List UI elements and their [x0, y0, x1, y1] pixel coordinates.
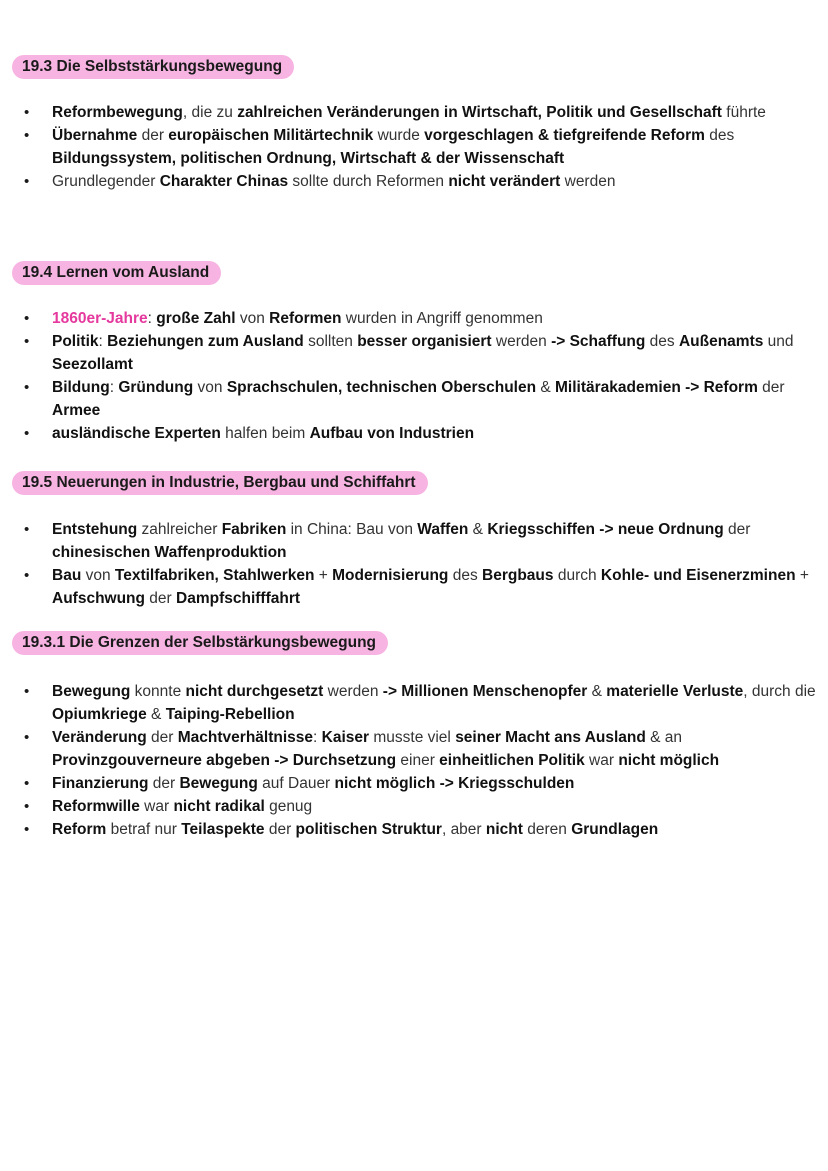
text-run: &: [468, 521, 488, 538]
text-run: der: [146, 729, 178, 746]
text-run: der: [148, 775, 180, 792]
text-run: Außenamts: [678, 333, 764, 350]
bullet-list: [24, 680, 818, 841]
list-item: [24, 818, 818, 841]
text-run: Bildungssystem, politischen Ordnung, Wirtschaft & der Wissenschaft: [52, 150, 565, 167]
text-run: Seezollamt: [52, 356, 133, 373]
text-run: Kriegsschiffen -> neue Ordnung: [487, 521, 724, 538]
text-run: Opiumkriege: [52, 706, 147, 723]
list-item: [24, 680, 818, 726]
text-run: Reform: [52, 821, 107, 838]
bullet-icon: •: [24, 310, 30, 327]
text-run: :: [147, 310, 157, 327]
text-run: sollten: [303, 333, 358, 350]
text-run: materielle Verluste: [606, 683, 744, 700]
text-run: Finanzierung: [52, 775, 149, 792]
text-run: 1860er-Jahre: [52, 310, 148, 327]
section-heading: 19.4 Lernen vom Ausland: [12, 261, 221, 285]
text-run: Dampfschifffahrt: [176, 590, 301, 607]
text-run: zahlreicher: [137, 521, 222, 538]
bullet-icon: •: [24, 729, 30, 746]
bullet-icon: •: [24, 333, 30, 350]
text-run: +: [795, 567, 809, 584]
text-run: Bildung: [52, 379, 110, 396]
text-run: Provinzgouverneure abgeben -> Durchsetzung: [52, 752, 397, 769]
text-run: einheitlichen Politik: [439, 752, 585, 769]
text-run: Textilfabriken, Stahlwerken: [114, 567, 315, 584]
text-run: durch: [553, 567, 601, 584]
text-run: Reformen: [269, 310, 342, 327]
text-run: +: [314, 567, 333, 584]
text-run: Machtverhältnisse: [177, 729, 314, 746]
text-run: werden: [323, 683, 383, 700]
text-run: sollte durch Reformen: [288, 173, 449, 190]
text-run: des: [704, 127, 735, 144]
text-run: Militärakademien -> Reform: [555, 379, 758, 396]
section-heading: 19.5 Neuerungen in Industrie, Bergbau und Schiffahrt: [12, 471, 428, 495]
text-run: des: [645, 333, 679, 350]
text-run: &: [587, 683, 607, 700]
bullet-icon: •: [24, 127, 30, 144]
text-run: von: [193, 379, 227, 396]
text-run: Bergbaus: [482, 567, 554, 584]
text-run: Teilaspekte: [181, 821, 265, 838]
text-run: :: [313, 729, 322, 746]
text-run: , durch die: [743, 683, 816, 700]
text-run: -> Schaffung: [551, 333, 646, 350]
text-run: Bewegung: [52, 683, 131, 700]
text-run: vorgeschlagen & tiefgreifende Reform: [424, 127, 705, 144]
text-run: besser organisiert: [357, 333, 492, 350]
text-run: der: [723, 521, 751, 538]
bullet-icon: •: [24, 798, 30, 815]
text-run: Aufschwung: [52, 590, 145, 607]
text-run: seiner Macht ans Ausland: [455, 729, 646, 746]
text-run: Beziehungen zum Ausland: [107, 333, 304, 350]
bullet-icon: •: [24, 425, 30, 442]
text-run: :: [98, 333, 108, 350]
text-run: Politik: [52, 333, 99, 350]
text-run: werden: [560, 173, 616, 190]
text-run: Veränderung: [52, 729, 147, 746]
text-run: & an: [645, 729, 683, 746]
list-item: [24, 124, 818, 170]
text-run: der: [145, 590, 177, 607]
text-run: war: [139, 798, 174, 815]
text-run: Bewegung: [179, 775, 258, 792]
text-run: von: [81, 567, 115, 584]
list-item: [24, 376, 818, 422]
bullet-icon: •: [24, 683, 30, 700]
text-run: &: [146, 706, 166, 723]
text-run: , aber: [441, 821, 486, 838]
text-run: Waffen: [417, 521, 469, 538]
text-run: politischen Struktur: [295, 821, 442, 838]
text-run: Reformwille: [52, 798, 140, 815]
text-run: große Zahl: [156, 310, 236, 327]
text-run: wurde: [373, 127, 425, 144]
text-run: halfen beim: [220, 425, 310, 442]
text-run: musste viel: [369, 729, 456, 746]
bullet-icon: •: [24, 821, 30, 838]
list-item: [24, 795, 818, 818]
text-run: der: [137, 127, 169, 144]
bullet-icon: •: [24, 521, 30, 538]
text-run: nicht durchgesetzt: [185, 683, 324, 700]
text-run: zahlreichen Veränderungen in Wirtschaft, Politik und Gesellschaft: [237, 104, 722, 121]
bullet-icon: •: [24, 775, 30, 792]
text-run: war: [584, 752, 619, 769]
list-item: [24, 564, 818, 610]
text-run: Grundlagen: [571, 821, 659, 838]
text-run: nicht möglich: [618, 752, 720, 769]
text-run: Aufbau von Industrien: [309, 425, 475, 442]
bullet-icon: •: [24, 104, 30, 121]
text-run: Fabriken: [221, 521, 287, 538]
text-run: :: [109, 379, 119, 396]
text-run: Kohle- und Eisenerzminen: [600, 567, 796, 584]
text-run: Modernisierung: [332, 567, 449, 584]
text-run: Reformbewegung: [52, 104, 183, 121]
text-run: europäischen Militärtechnik: [168, 127, 374, 144]
text-run: einer: [396, 752, 440, 769]
text-run: des: [448, 567, 483, 584]
text-run: ausländische Experten: [52, 425, 221, 442]
section-heading: 19.3 Die Selbststärkungsbewegung: [12, 55, 294, 79]
text-run: &: [536, 379, 556, 396]
text-run: wurden in Angriff genommen: [341, 310, 543, 327]
bullet-list: [24, 307, 818, 445]
text-run: betraf nur: [106, 821, 182, 838]
text-run: , die zu: [182, 104, 238, 121]
text-run: der: [757, 379, 785, 396]
bullet-list: [24, 101, 818, 193]
list-item: [24, 330, 818, 376]
text-run: Bau: [52, 567, 82, 584]
bullet-list: [24, 518, 818, 610]
list-item: [24, 772, 818, 795]
list-item: [24, 518, 818, 564]
text-run: führte: [721, 104, 766, 121]
text-run: nicht verändert: [448, 173, 561, 190]
text-run: konnte: [130, 683, 186, 700]
text-run: Entstehung: [52, 521, 138, 538]
text-run: Übernahme: [52, 127, 138, 144]
text-run: Armee: [52, 402, 101, 419]
text-run: nicht möglich -> Kriegsschulden: [334, 775, 575, 792]
list-item: [24, 170, 818, 193]
list-item: [24, 726, 818, 772]
bullet-icon: •: [24, 567, 30, 584]
text-run: der: [264, 821, 296, 838]
text-run: Charakter Chinas: [159, 173, 289, 190]
text-run: Kaiser: [321, 729, 370, 746]
text-run: nicht radikal: [173, 798, 265, 815]
text-run: Taiping-Rebellion: [165, 706, 295, 723]
text-run: in China: Bau von: [286, 521, 418, 538]
text-run: und: [763, 333, 794, 350]
list-item: [24, 422, 818, 445]
text-run: deren: [522, 821, 572, 838]
text-run: genug: [264, 798, 313, 815]
text-run: -> Millionen Menschenopfer: [382, 683, 588, 700]
bullet-icon: •: [24, 173, 30, 190]
text-run: auf Dauer: [257, 775, 335, 792]
text-run: chinesischen Waffenproduktion: [52, 544, 287, 561]
bullet-icon: •: [24, 379, 30, 396]
text-run: Grundlegender: [52, 173, 160, 190]
text-run: werden: [491, 333, 552, 350]
text-run: Gründung: [118, 379, 194, 396]
section-heading: 19.3.1 Die Grenzen der Selbstärkungsbewegung: [12, 631, 388, 655]
text-run: nicht: [485, 821, 523, 838]
text-run: von: [235, 310, 270, 327]
list-item: [24, 307, 818, 330]
text-run: Sprachschulen, technischen Oberschulen: [226, 379, 537, 396]
list-item: [24, 101, 818, 124]
